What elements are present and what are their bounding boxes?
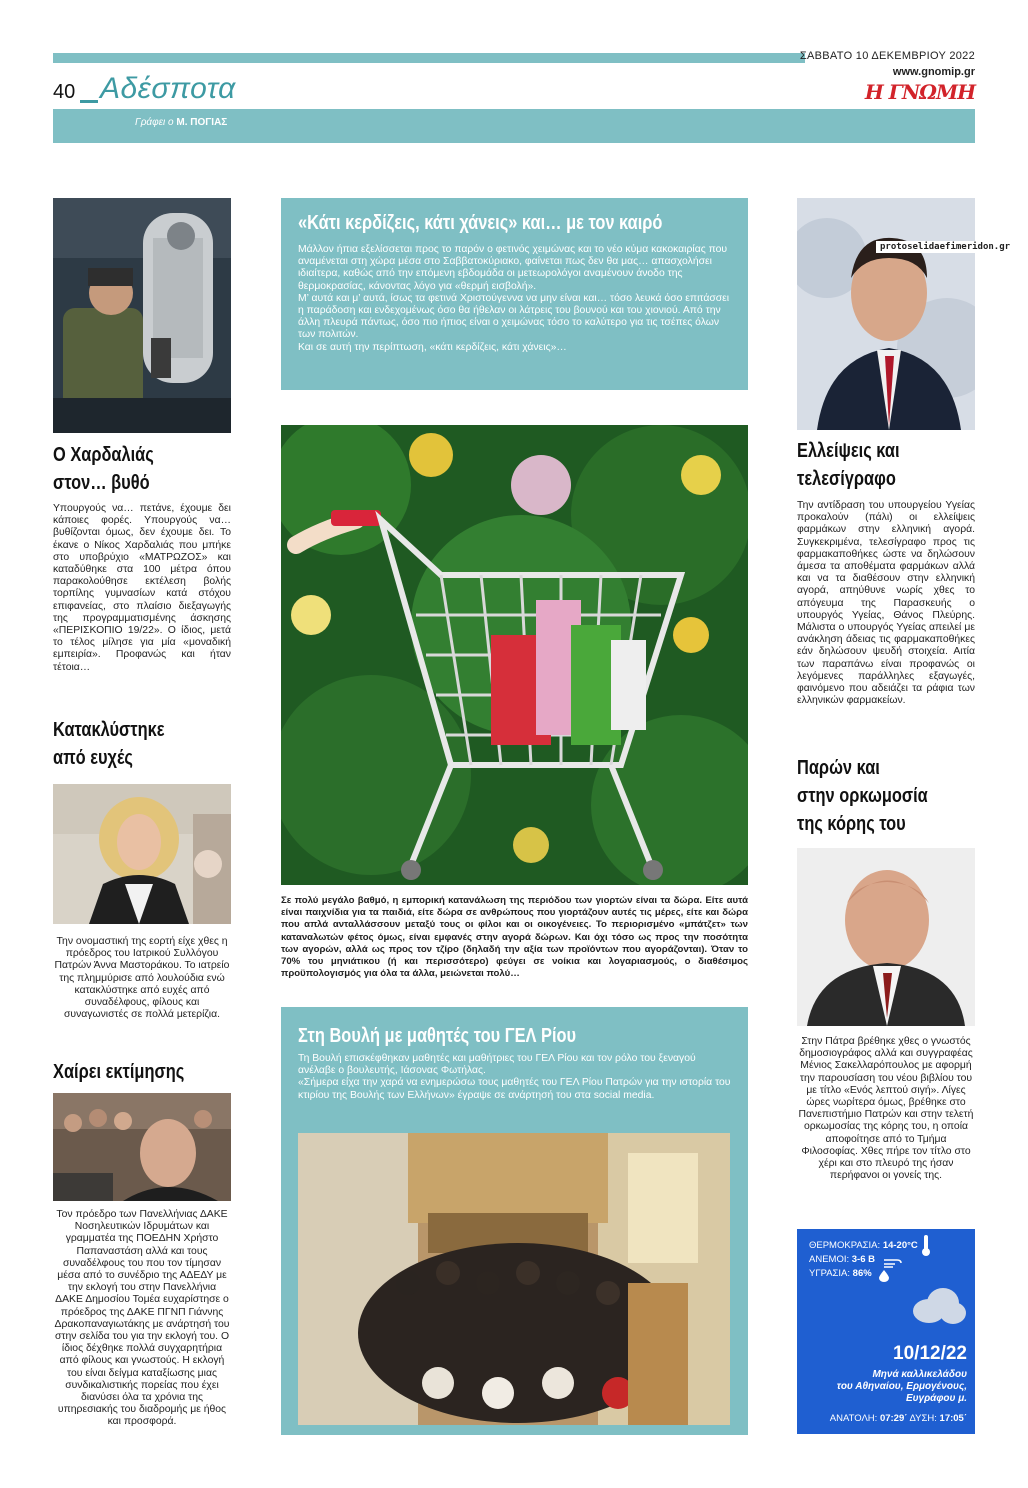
humidity-label: ΥΓΡΑΣΙΑ: (809, 1268, 851, 1279)
article-body: Υπουργούς να… πετάνε, έχουμε δει κάποιες φορές. Υπουργούς να… βυθίζονται όμως, δεν έχουμε δει. Το έκανε ο Νίκος Χαρδαλιάς που μπήκε στο υποβρύχιο «ΜΑΤΡΩΖΟΣ» και καταδύθηκε στα 100 μέτρα όπου παρακολούθησε εκτέλεση βολής τορπίλης γυμνασίων κατά στόχου επιφανείας, στο πλαίσιο διεξαγωγής της προγραμματισμένης άσκησης «ΠΕΡΙΣΚΟΠΙΟ 19/22». Ο ίδιος, μετά το τέλος μίλησε για μία «μοναδική εμπειρία». Προφανώς και ήταν τέτοια… (53, 503, 231, 673)
photo-caption: Σε πολύ μεγάλο βαθμό, η εμπορική κατανάλωση της περιόδου των γιορτών είναι τα δώρα. Είτε αυτά είναι παιχνίδια για τα παιδιά, είτε δώρα σε ανθρώπους που γιορτάζουν αυτές τις μέρες, είτε και δώρα που απλά ανταλλάσσουν μεταξύ τους οι φίλοι και οι οικογένειες. Το περιορισμένο «μπάτζετ» των καταναλωτών φέτος όμως, είναι εμφανές στην αγορά δώρων. Και όχι τόσο ως προς την ποσότητα των αγορών, αλλά ως προς τον τζίρο (δηλαδή την αξία των προϊόντων που αγοράζονται). Όταν το 70% του μηνιάτικου (ή και περισσότερο) φεύγει σε νοίκια και λογαριασμούς, ο διαθέσιμος προϋπολογισμός για όλα τα άλλα, μειώνεται πολύ… (281, 895, 748, 980)
name-days (837, 1369, 967, 1405)
weather-widget (797, 1229, 975, 1434)
byline-author: Μ. ΠΟΓΙΑΣ (176, 117, 228, 128)
droplet-icon (879, 1269, 889, 1287)
photo-man-in-crowd (53, 1093, 231, 1201)
box-body (298, 244, 735, 354)
article-title-line2: από ευχές (53, 747, 133, 769)
article-title-line2: στον… βυθό (53, 472, 150, 494)
article-title-line1: Κατακλύστηκε (53, 719, 165, 741)
article-title-line3: της κόρης του (797, 813, 906, 835)
issue-date: ΣΑΒΒΑΤΟ 10 ΔΕΚΕΜΒΡΙΟΥ 2022 (799, 50, 975, 62)
article-title: Χαίρει εκτίμησης (53, 1061, 185, 1083)
sunrise-label: ΑΝΑΤΟΛΗ: (829, 1413, 878, 1424)
box-paragraph: Και σε αυτή την περίπτωση, «κάτι κερδίζεις, κάτι χάνεις»… (298, 341, 567, 353)
article-body: Στην Πάτρα βρέθηκε χθες ο γνωστός δημοσιογράφος αλλά και συγγραφέας Μένιος Σακελλαρόπουλος με αφορμή την παρουσίαση του νέου βιβλίου του με τίτλο «Ενός λεπτού σιγή». Λίγες ώρες νωρίτερα όμως, βρέθηκε στο Πανεπιστήμιο Πατρών και στην τελετή ορκωμοσίας της κόρης του, η οποία αποφοίτησε από το Τμήμα Φιλοσοφίας. Χθες πήρε τον τίτλο στο χέρι και στο πλευρό της ήσαν περήφανοι οι γονείς της. (798, 1036, 974, 1182)
sunset-label: ΔΥΣΗ: (909, 1413, 937, 1424)
temperature-value: 14-20°C (882, 1240, 918, 1251)
parliament-visit-box (281, 1007, 748, 1435)
page-number: 40 (53, 81, 76, 103)
box-title: «Κάτι κερδίζεις, κάτι χάνεις» και… με τον καιρό (298, 212, 663, 234)
temperature-row (809, 1239, 918, 1253)
wind-row (809, 1253, 875, 1267)
sun-times (830, 1412, 967, 1426)
article-title-line1: Ελλείψεις και (797, 440, 900, 462)
temperature-label: ΘΕΡΜΟΚΡΑΣΙΑ: (809, 1240, 881, 1251)
name-days-line: Ευγράφου μ. (905, 1393, 967, 1404)
cloud-icon (909, 1287, 967, 1330)
article-body: Την αντίδραση του υπουργείου Υγείας προκαλούν (πάλι) οι ελλείψεις φαρμάκων στην ελληνική αγορά. Συγκεκριμένα, τελεσίγραφο προς τις φαρμακαποθήκες ώστε να δηλώσουν άμεσα τα αποθέματα φαρμάκων αλλά και να τα διαθέσουν στην ελληνική αγορά, απηύθυνε νωρίς χθες το απόγευμα της Παρασκευής ο υπουργός Υγείας, Θάνος Πλεύρης. Μάλιστα ο υπουργός Υγείας απειλεί με ανάκληση άδειας τις φαρμακαποθήκες εάν δηλώσουν ψευδή στοιχεία. Αιτία των παραπάνω είναι προφανώς οι λεγόμενες παράλληλες εξαγωγές, φαινόμενο που αδειάζει τα ράφια των ελληνικών φαρμακείων. (797, 500, 975, 707)
article-title-line2: στην ορκωμοσία (797, 785, 928, 807)
wind-value: 3-6 Β (851, 1254, 875, 1265)
article-title-line1: Παρών και (797, 757, 880, 779)
watermark-label: protoselidaefimeridon.gr (876, 241, 1014, 253)
photo-submarine-minister (53, 198, 231, 433)
weather-date: 10/12/22 (893, 1343, 967, 1364)
name-days-line: Μηνά καλλικελάδου (872, 1369, 967, 1380)
photo-shopping-cart (281, 425, 748, 885)
box-paragraph: Τη Βουλή επισκέφθηκαν μαθητές και μαθήτριες του ΓΕΛ Ρίου και τον ρόλο του ξεναγού ανέλαβε ο βουλευτής, Ιάσονας Φωτήλας. (298, 1053, 696, 1077)
weather-opinion-box (281, 198, 748, 390)
article-body: Την ονομαστική της εορτή είχε χθες η πρόεδρος του Ιατρικού Συλλόγου Πατρών Άννα Μαστοράκου. Το ιατρείο της πλημμύρισε από λουλούδια ενώ κατακλύστηκε από ευχές από συναδέλφους, φίλους και συναγωνιστές σε πολλά μετερίζια. (54, 936, 230, 1021)
box-paragraph: «Σήμερα είχα την χαρά να ενημερώσω τους μαθητές του ΓΕΛ Ρίου Πατρών για την ιστορία του κτιρίου της Βουλής των Ελλήνων» έγραψε σε ανάρτησή του στα social media. (298, 1077, 731, 1101)
newspaper-logo: Η ΓΝΩΜΗ (864, 80, 975, 104)
photo-woman-portrait (53, 784, 231, 924)
humidity-value: 86% (852, 1268, 872, 1279)
byline-prefix: Γράφει ο (135, 117, 174, 128)
box-body (298, 1053, 735, 1102)
name-days-line: του Αθηναίου, Ερμογένους, (836, 1381, 967, 1392)
humidity-row (809, 1267, 872, 1281)
box-paragraph: Μ’ αυτά και μ’ αυτά, ίσως τα φετινά Χριστούγεννα να μην είναι και… τόσο λευκά όσο επιτάσσει η παράδοση και ενδεχομένως όσο θα ήθελαν οι λάτρεις του βουνού και του χιονιού. Από την άλλη πλευρά πάντως, όσο πιο ήπιος είναι ο χειμώνας τόσο το καλύτερο για τις τσέπες όλων των πολιτών. (298, 292, 730, 341)
article-body: Τον πρόεδρο των Πανελλήνιας ΔΑΚΕ Νοσηλευτικών Ιδρυμάτων και γραμματέα της ΠΟΕΔΗΝ Χρήστο Παπαναστάση αλλά και τους συναδέλφους του που τον τίμησαν μέσα από το συνέδριο της ΑΔΕΔΥ με την εκλογή του στην Πανελλήνια ΔΑΚΕ Δημοσίου Τομέα ευχαρίστησε ο πρόεδρος της ΔΑΚΕ ΠΓΝΠ Γιάννης Δρακοπαναγιωτάκης με ανάρτησή του στην σελίδα του για την εκλογή του. Ο ίδιος δέχθηκε πολλά συγχαρητήρια από φίλους και γνωστούς. Η εκλογή του είναι δείγμα καταξίωσης μιας συνδικαλιστικής πορείας που έχει διανύσει όλα τα χρόνια της υπηρεσιακής του διαδρομής με ήθος και προσφορά. (54, 1209, 230, 1428)
photo-journalist-portrait (797, 848, 975, 1026)
sunrise-time: 07:29΄ (879, 1413, 908, 1424)
website-link[interactable]: www.gnomip.gr (892, 66, 975, 78)
article-title-line2: τελεσίγραφο (797, 468, 896, 490)
article-title-line1: Ο Χαρδαλιάς (53, 444, 154, 466)
byline (135, 117, 227, 128)
sunset-time: 17:05΄ (939, 1413, 967, 1424)
thermometer-icon (921, 1235, 931, 1262)
box-title: Στη Βουλή με μαθητές του ΓΕΛ Ρίου (298, 1025, 577, 1047)
photo-students-parliament (298, 1133, 730, 1425)
box-paragraph: Μάλλον ήπια εξελίσσεται προς το παρόν ο φετινός χειμώνας και το νέο κύμα κακοκαιρίας που αναμένεται στη χώρα μέσα στο Σαββατοκύριακο, φαίνεται πως δεν θα μας… απασχολήσει ιδιαίτερα, καθώς από την επόμενη εβδομάδα οι μετεωρολόγοι αναμένουν άνοδο της θερμοκρασίας, κάνοντας λόγο για «θερμή εισβολή». (298, 244, 728, 292)
wind-label: ΑΝΕΜΟΙ: (809, 1254, 850, 1265)
section-title: Αδέσποτα (100, 72, 236, 105)
section-dash (80, 100, 98, 103)
photo-health-minister (797, 198, 975, 430)
header-top-bar (53, 53, 805, 63)
